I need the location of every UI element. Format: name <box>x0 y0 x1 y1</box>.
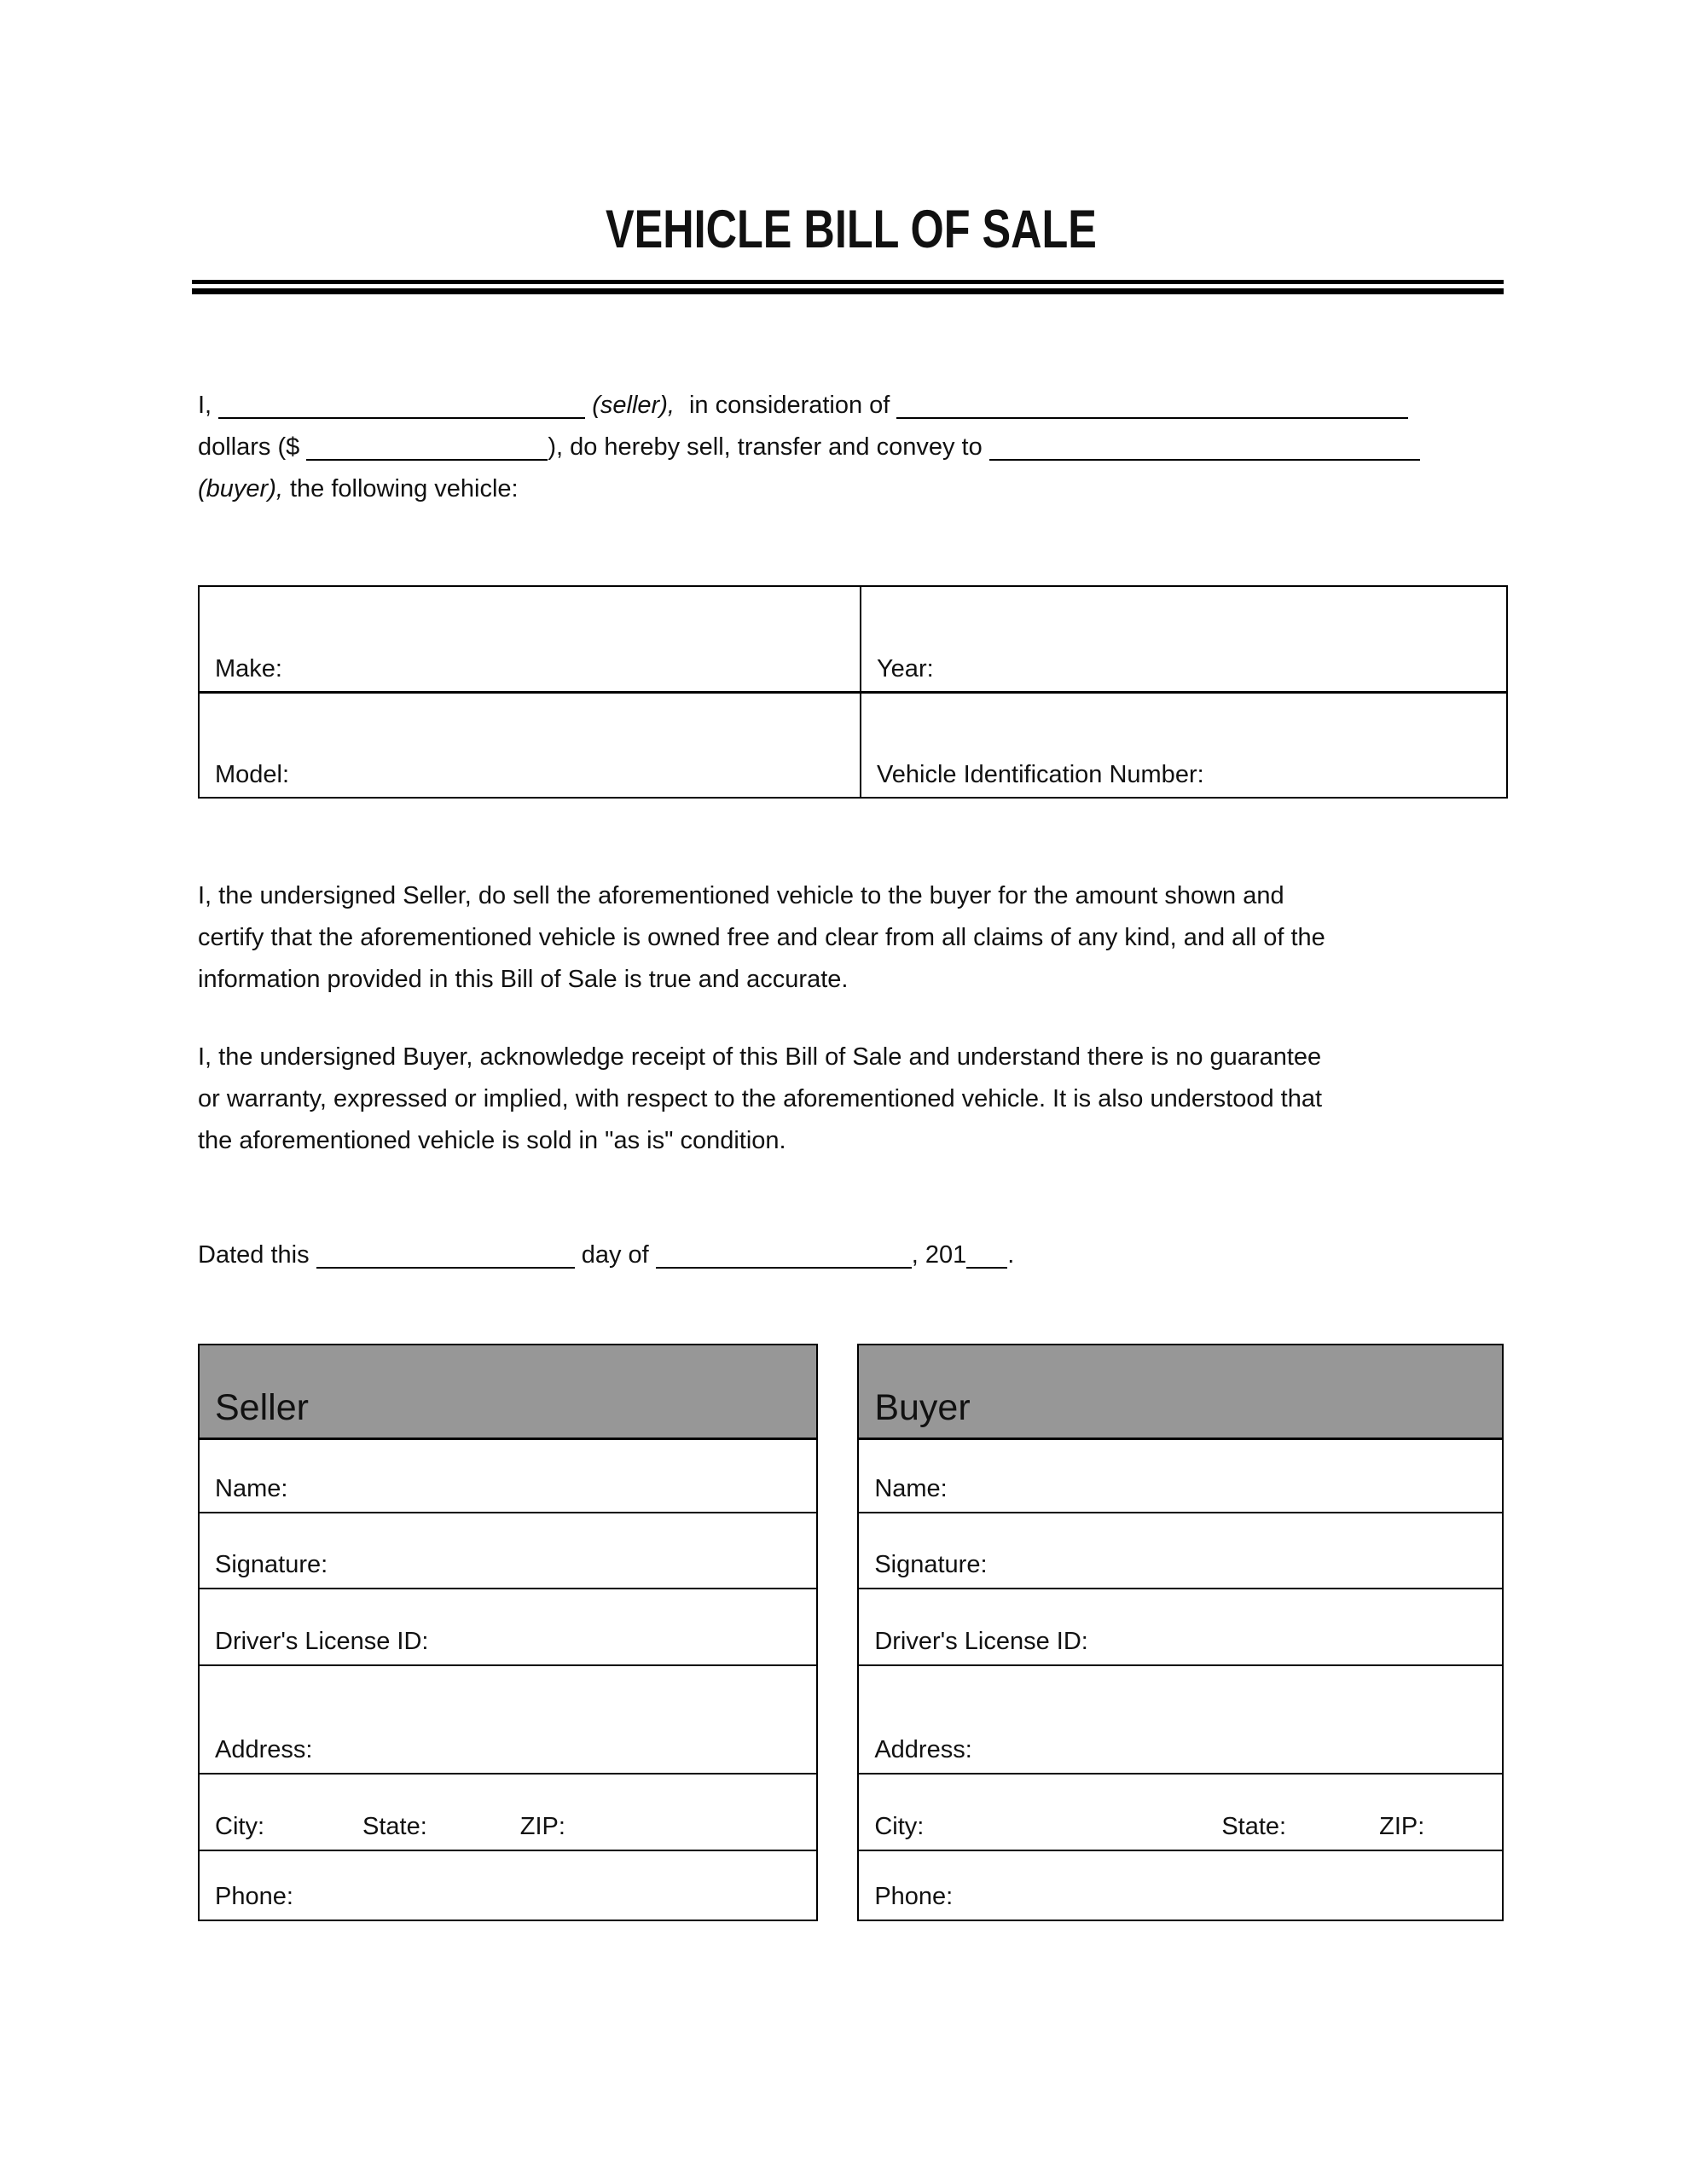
intro-line-1 <box>198 385 1504 427</box>
title-row <box>198 200 1504 259</box>
buyer-statement-paragraph <box>198 1037 1504 1162</box>
intro-line-3 <box>198 468 1504 510</box>
intro-line3-end: the following vehicle: <box>289 475 519 502</box>
seller-box <box>198 1344 818 1921</box>
year-blank-line <box>966 1243 1007 1269</box>
buyer-zip-label: ZIP: <box>1379 1813 1425 1840</box>
seller-zip-label: ZIP: <box>519 1813 565 1840</box>
year-cell <box>861 586 1507 692</box>
buyer-box <box>857 1344 1504 1921</box>
buyer-license-label: Driver's License ID: <box>874 1628 1088 1655</box>
statement-line: I, the undersigned Seller, do sell the aforementioned vehicle to the buyer for the amount shown and <box>198 882 1284 909</box>
vehicle-table-row-1 <box>199 586 1507 692</box>
dated-year-prefix: , 201 <box>911 1241 967 1269</box>
seller-state-label: State: <box>362 1813 427 1840</box>
seller-license-label: Driver's License ID: <box>215 1628 429 1655</box>
model-cell <box>199 692 861 798</box>
seller-name-row <box>200 1440 816 1513</box>
buyer-state-label: State: <box>1221 1813 1287 1840</box>
year-label: Year: <box>877 654 934 682</box>
buyer-name-blank-line <box>989 435 1420 461</box>
statement-line: or warranty, expressed or implied, with respect to the aforementioned vehicle. It is also understood that <box>198 1085 1323 1112</box>
vin-label: Vehicle Identification Number: <box>877 761 1204 788</box>
seller-phone-row <box>200 1851 816 1920</box>
dated-line <box>198 1234 1504 1276</box>
dated-middle: day of <box>581 1241 649 1269</box>
make-label: Make: <box>215 654 282 682</box>
vin-cell <box>861 692 1507 798</box>
seller-phone-label: Phone: <box>215 1883 293 1910</box>
buyer-name-label: Name: <box>874 1475 948 1502</box>
intro-line1-start: I, <box>198 392 212 419</box>
seller-signature-label: Signature: <box>215 1551 328 1578</box>
buyer-city-label: City: <box>874 1813 925 1840</box>
buyer-address-row <box>859 1666 1502 1774</box>
intro-line-2 <box>198 427 1504 468</box>
buyer-phone-label: Phone: <box>874 1883 954 1910</box>
seller-address-label: Address: <box>215 1736 313 1763</box>
buyer-header-label: Buyer <box>874 1387 971 1428</box>
party-boxes <box>198 1344 1504 1921</box>
statement-line: information provided in this Bill of Sale is true and accurate. <box>198 966 849 993</box>
title-double-rule <box>192 280 1504 294</box>
statement-line: the aforementioned vehicle is sold in "as is" condition. <box>198 1127 786 1154</box>
intro-line2-mid: ), do hereby sell, transfer and convey to <box>548 433 983 461</box>
consideration-blank-line <box>896 393 1408 419</box>
page-content <box>0 200 1687 1921</box>
buyer-name-row <box>859 1440 1502 1513</box>
make-cell <box>199 586 861 692</box>
vehicle-info-table <box>198 585 1508 799</box>
intro-line2-start: dollars ($ <box>198 433 300 461</box>
seller-header-label: Seller <box>215 1387 309 1428</box>
day-blank-line <box>316 1243 575 1269</box>
intro-line1-mid: in consideration of <box>688 392 890 419</box>
seller-address-row <box>200 1666 816 1774</box>
seller-city-label: City: <box>215 1813 264 1840</box>
seller-city-state-zip-row <box>200 1774 816 1851</box>
document-title: VEHICLE BILL OF SALE <box>605 200 1097 259</box>
buyer-box-header <box>859 1345 1502 1440</box>
dollar-amount-blank-line <box>306 435 548 461</box>
buyer-license-row <box>859 1589 1502 1666</box>
buyer-address-label: Address: <box>874 1736 972 1763</box>
seller-name-blank-line <box>218 393 585 419</box>
vehicle-table-row-2 <box>199 692 1507 798</box>
seller-tag-italic: (seller), <box>592 392 675 419</box>
statement-line: certify that the aforementioned vehicle is owned free and clear from all claims of any kind, and all of the <box>198 924 1325 951</box>
buyer-signature-row <box>859 1513 1502 1589</box>
model-label: Model: <box>215 761 290 788</box>
buyer-signature-label: Signature: <box>874 1551 988 1578</box>
seller-license-row <box>200 1589 816 1666</box>
seller-statement-paragraph <box>198 875 1504 1001</box>
statement-line: I, the undersigned Buyer, acknowledge receipt of this Bill of Sale and understand there is no guarantee <box>198 1043 1322 1071</box>
buyer-phone-row <box>859 1851 1502 1920</box>
intro-paragraph <box>198 385 1504 510</box>
dated-prefix: Dated this <box>198 1241 310 1269</box>
dated-suffix: . <box>1007 1241 1015 1269</box>
seller-box-header <box>200 1345 816 1440</box>
seller-signature-row <box>200 1513 816 1589</box>
month-blank-line <box>656 1243 912 1269</box>
seller-name-label: Name: <box>215 1475 288 1502</box>
buyer-tag-italic: (buyer), <box>198 475 283 502</box>
buyer-city-state-zip-row <box>859 1774 1502 1851</box>
